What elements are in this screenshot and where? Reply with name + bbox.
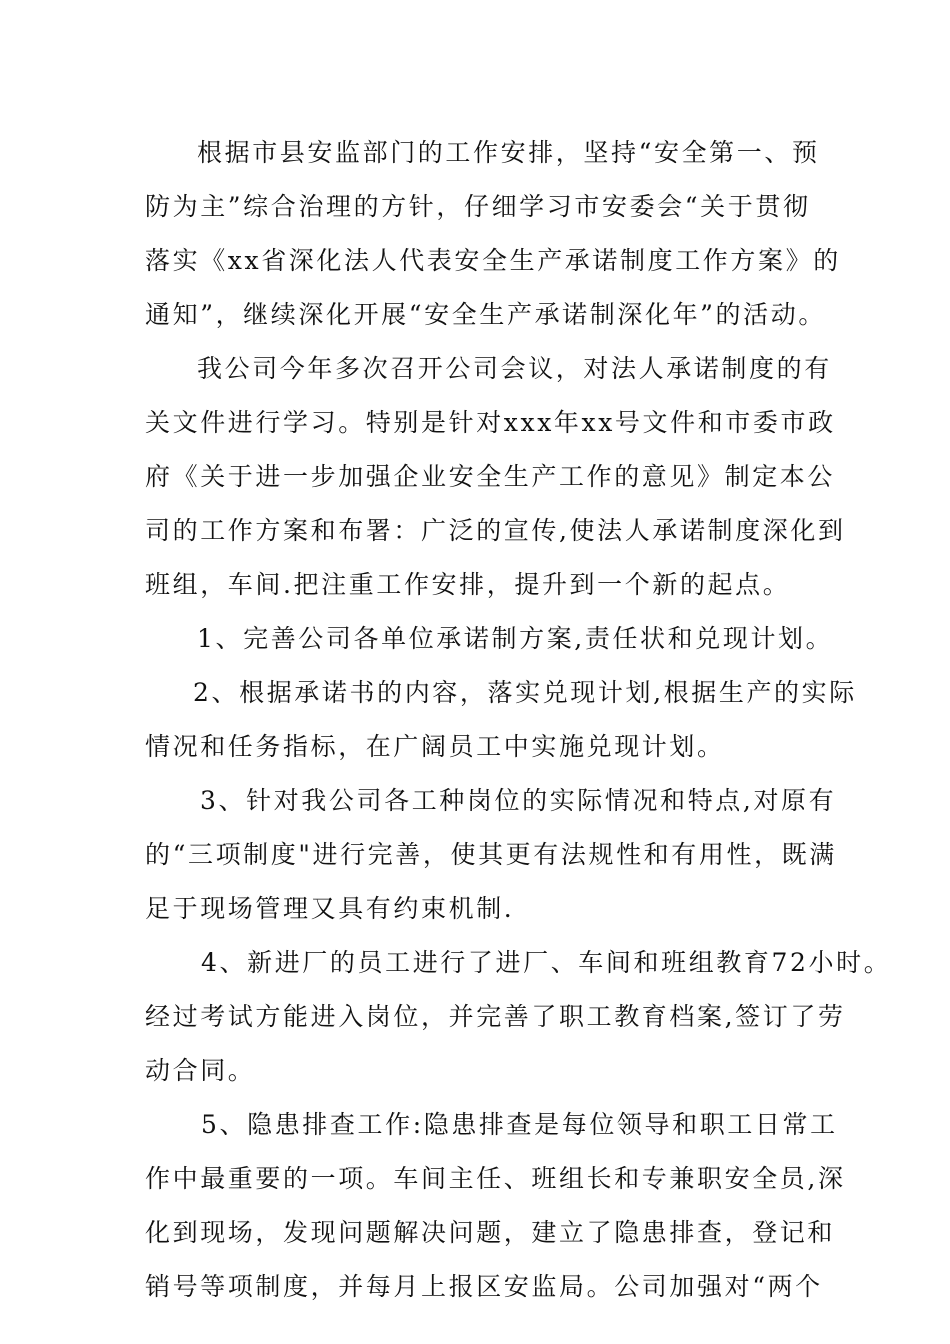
list-item-1	[145, 612, 834, 666]
document-body	[145, 126, 892, 1314]
paragraph-line: 的“三项制度"进行完善，使其更有法规性和有用性，既满	[145, 840, 837, 869]
paragraph-line: 府《关于进一步加强企业安全生产工作的意见》制定本公	[145, 462, 836, 491]
paragraph-line: 动合同。	[145, 1056, 256, 1085]
paragraph-line: 防为主”综合治理的方针，仔细学习市安委会“关于贯彻	[145, 192, 811, 221]
paragraph-line: 化到现场，发现问题解决问题，建立了隐患排查，登记和	[145, 1218, 836, 1247]
paragraph-line: 4、新进厂的员工进行了进厂、车间和班组教育72小时。	[201, 948, 892, 977]
paragraph-line: 销号等项制度，并每月上报区安监局。公司加强对“两个	[145, 1272, 823, 1301]
list-item-2	[145, 666, 857, 774]
list-item-3	[145, 774, 837, 936]
paragraph-line: 1、完善公司各单位承诺制方案,责任状和兑现计划。	[197, 624, 834, 653]
list-item-4	[145, 936, 892, 1098]
paragraph-2	[145, 342, 846, 612]
list-item-5	[145, 1098, 846, 1314]
paragraph-line: 关文件进行学习。特别是针对xxx年xx号文件和市委市政	[145, 408, 836, 437]
paragraph-line: 经过考试方能进入岗位，并完善了职工教育档案,签订了劳	[145, 1002, 846, 1031]
paragraph-line: 根据市县安监部门的工作安排，坚持“安全第一、预	[197, 138, 820, 167]
paragraph-line: 情况和任务指标，在广阔员工中实施兑现计划。	[145, 732, 725, 761]
paragraph-line: 落实《xx省深化法人代表安全生产承诺制度工作方案》的	[145, 246, 841, 275]
paragraph-line: 司的工作方案和布署：广泛的宣传,使法人承诺制度深化到	[145, 516, 846, 545]
paragraph-line: 作中最重要的一项。车间主任、班组长和专兼职安全员,深	[145, 1164, 846, 1193]
paragraph-line: 足于现场管理又具有约束机制.	[145, 894, 515, 923]
paragraph-line: 我公司今年多次召开公司会议，对法人承诺制度的有	[197, 354, 832, 383]
paragraph-line: 班组，车间.把注重工作安排，提升到一个新的起点。	[145, 570, 791, 599]
paragraph-line: 3、针对我公司各工种岗位的实际情况和特点,对原有	[200, 786, 837, 815]
paragraph-1	[145, 126, 841, 342]
paragraph-line: 5、隐患排查工作:隐患排查是每位领导和职工日常工	[201, 1110, 838, 1139]
paragraph-line: 2、根据承诺书的内容，落实兑现计划,根据生产的实际	[193, 678, 857, 707]
paragraph-line: 通知”，继续深化开展“安全生产承诺制深化年”的活动。	[145, 300, 826, 329]
